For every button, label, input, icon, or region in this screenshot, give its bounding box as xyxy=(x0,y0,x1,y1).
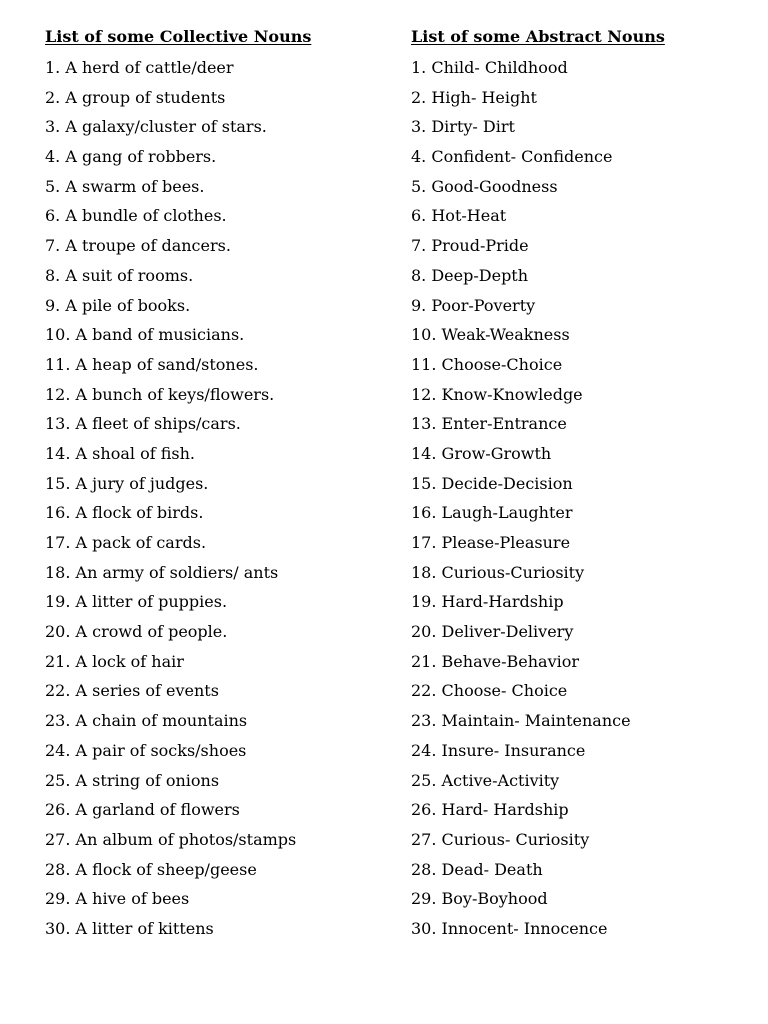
abstract-noun-item: 1. Child- Childhood xyxy=(411,58,568,77)
abstract-noun-item: 2. High- Height xyxy=(411,87,537,107)
collective-noun-item: 19. A litter of puppies. xyxy=(45,592,228,612)
collective-nouns-column xyxy=(45,24,405,944)
collective-noun-item: 20. A crowd of people. xyxy=(45,622,228,642)
abstract-noun-item: 29. Boy-Boyhood xyxy=(411,889,548,909)
abstract-noun-item: 11. Choose-Choice xyxy=(411,354,563,374)
collective-noun-item: 17. A pack of cards. xyxy=(45,533,207,552)
collective-noun-item: 30. A litter of kittens xyxy=(45,918,214,938)
collective-noun-item: 4. A gang of robbers. xyxy=(45,147,217,167)
collective-noun-item: 25. A string of onions xyxy=(45,770,220,790)
abstract-noun-item: 22. Choose- Choice xyxy=(411,681,568,701)
collective-noun-item: 29. A hive of bees xyxy=(45,889,190,909)
collective-noun-item: 2. A group of students xyxy=(45,87,226,107)
abstract-noun-item: 27. Curious- Curiosity xyxy=(411,829,590,849)
collective-noun-item: 27. An album of photos/stamps xyxy=(45,829,297,849)
abstract-nouns-list xyxy=(411,53,768,944)
collective-noun-item: 14. A shoal of fish. xyxy=(45,443,195,463)
collective-noun-item: 23. A chain of mountains xyxy=(45,711,248,731)
abstract-noun-item: 20. Deliver-Delivery xyxy=(411,622,574,642)
abstract-nouns-column xyxy=(411,24,768,944)
collective-noun-item: 3. A galaxy/cluster of stars. xyxy=(45,117,267,137)
collective-noun-item: 22. A series of events xyxy=(45,681,219,701)
abstract-noun-item: 26. Hard- Hardship xyxy=(411,800,569,820)
abstract-noun-item: 8. Deep-Depth xyxy=(411,265,529,285)
abstract-noun-item: 4. Confident- Confidence xyxy=(411,147,613,167)
abstract-noun-item: 18. Curious-Curiosity xyxy=(411,562,585,582)
abstract-noun-item: 19. Hard-Hardship xyxy=(411,592,564,612)
abstract-noun-item: 3. Dirty- Dirt xyxy=(411,117,515,137)
collective-noun-item: 7. A troupe of dancers. xyxy=(45,236,231,256)
collective-noun-item: 1. A herd of cattle/deer xyxy=(45,58,234,77)
abstract-noun-item: 25. Active-Activity xyxy=(411,770,560,790)
abstract-noun-item: 6. Hot-Heat xyxy=(411,206,507,226)
abstract-noun-item: 21. Behave-Behavior xyxy=(411,651,580,671)
collective-noun-item: 26. A garland of flowers xyxy=(45,800,240,820)
abstract-noun-item: 23. Maintain- Maintenance xyxy=(411,711,631,731)
collective-noun-item: 15. A jury of judges. xyxy=(45,473,209,493)
collective-noun-item: 13. A fleet of ships/cars. xyxy=(45,414,241,434)
abstract-noun-item: 7. Proud-Pride xyxy=(411,236,529,256)
collective-noun-item: 9. A pile of books. xyxy=(45,295,191,315)
abstract-noun-item: 12. Know-Knowledge xyxy=(411,384,583,404)
abstract-noun-item: 28. Dead- Death xyxy=(411,859,543,879)
collective-noun-item: 24. A pair of socks/shoes xyxy=(45,740,247,760)
abstract-noun-item: 16. Laugh-Laughter xyxy=(411,503,573,523)
collective-noun-item: 28. A flock of sheep/geese xyxy=(45,859,257,879)
abstract-noun-item: 17. Please-Pleasure xyxy=(411,533,571,552)
abstract-noun-item: 24. Insure- Insurance xyxy=(411,740,586,760)
abstract-noun-item: 30. Innocent- Innocence xyxy=(411,918,608,938)
abstract-noun-item: 14. Grow-Growth xyxy=(411,443,552,463)
collective-noun-item: 21. A lock of hair xyxy=(45,651,184,671)
abstract-noun-item: 13. Enter-Entrance xyxy=(411,414,567,434)
collective-nouns-list xyxy=(45,53,405,944)
abstract-noun-item: 15. Decide-Decision xyxy=(411,473,573,493)
abstract-noun-item: 10. Weak-Weakness xyxy=(411,325,570,345)
abstract-noun-item: 9. Poor-Poverty xyxy=(411,295,536,315)
abstract-noun-item: 5. Good-Goodness xyxy=(411,176,558,196)
collective-noun-item: 8. A suit of rooms. xyxy=(45,265,194,285)
abstract-nouns-heading: List of some Abstract Nouns xyxy=(411,27,665,46)
collective-noun-item: 12. A bunch of keys/flowers. xyxy=(45,384,275,404)
collective-noun-item: 16. A flock of birds. xyxy=(45,503,204,523)
collective-noun-item: 11. A heap of sand/stones. xyxy=(45,354,259,374)
collective-noun-item: 10. A band of musicians. xyxy=(45,325,245,345)
collective-noun-item: 6. A bundle of clothes. xyxy=(45,206,227,226)
collective-nouns-heading: List of some Collective Nouns xyxy=(45,27,312,46)
collective-noun-item: 5. A swarm of bees. xyxy=(45,176,205,196)
collective-noun-item: 18. An army of soldiers/ ants xyxy=(45,562,279,582)
